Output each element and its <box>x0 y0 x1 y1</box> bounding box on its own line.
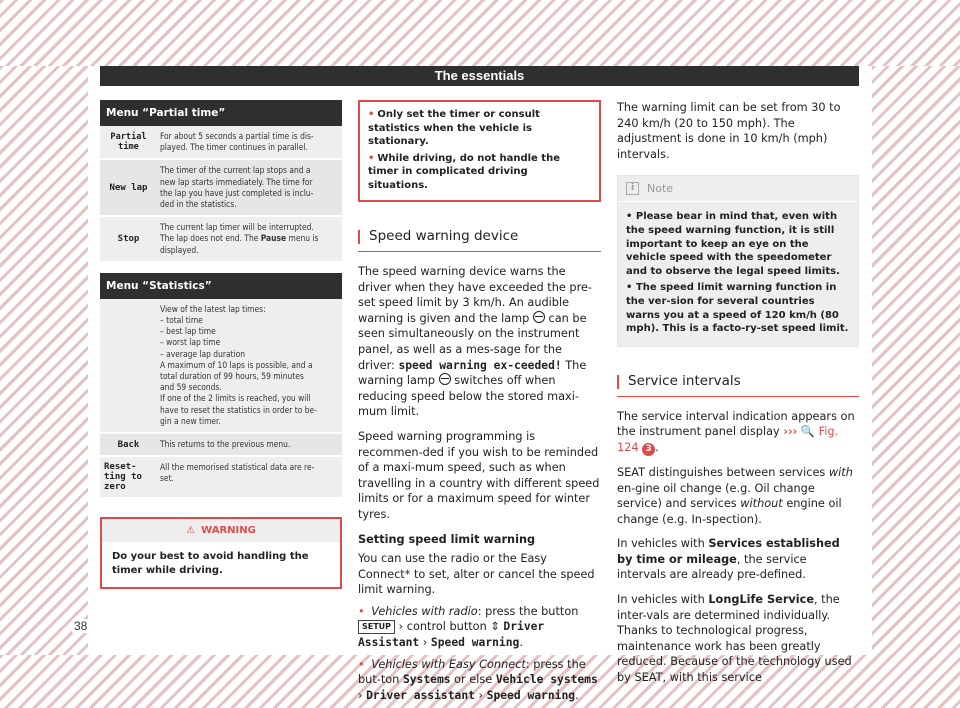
table-key <box>100 299 156 432</box>
column-2 <box>358 100 601 703</box>
table-row <box>100 434 342 457</box>
list-item: • Only set the timer or consult statistics when the vehicle is stationary. <box>368 109 540 147</box>
page-header: The essentials <box>100 66 859 86</box>
page-number: 38 <box>74 619 88 633</box>
table-value: View of the latest lap times: – total time – best lap time – worst lap time – average lap duration A maximum of 10 laps is possible, and a total duration of 99 hours, 59 minutes and 59 seconds. If one of the 2 limits is reached, you will have to reset the statistics in order to be- gin a new timer. <box>160 303 317 426</box>
setup-key: SETUP <box>358 620 395 634</box>
note-box <box>617 175 859 346</box>
page-border-right <box>872 66 960 655</box>
table-statistics-title: Menu “Statistics” <box>100 273 342 299</box>
table-value: All the memorised statistical data are re- set. <box>160 462 315 484</box>
table-value: This returns to the previous menu. <box>160 439 291 450</box>
table-row <box>100 457 342 499</box>
warning-text: Do your best to avoid handling the timer while driving. <box>112 551 309 576</box>
column-3 <box>617 100 859 686</box>
figure-callout: 3 <box>642 443 655 456</box>
table-key: Reset- ting to zero <box>104 462 142 493</box>
table-row <box>100 160 342 217</box>
table-partial-time-title: Menu “Partial time” <box>100 100 342 126</box>
paragraph: The service interval indication appears on the instrument panel display ››› 🔍 Fig. 124 3 . <box>617 409 855 454</box>
warning-triangle-icon: ⚠ <box>186 525 196 537</box>
list-item: • Vehicles with radio: press the button SETUP › control button ⇕ Driver Assistant › Speed warning. <box>358 604 579 650</box>
paragraph: The speed warning device warns the driver when they have exceeded the pre-set speed limit by 3 km/h. An audible warning is given and the lamp can be seen simultaneously on the instrument panel, as well as a mes-sage for the driver: speed warning ex-ceeded! The warning lamp switches off when reducing speed below the stored maxi-mum limit. <box>358 265 593 419</box>
table-row <box>100 126 342 160</box>
figure-icon: 🔍 <box>800 425 815 439</box>
paragraph: You can use the radio or the Easy Connect* to set, alter or cancel the speed limit warning. <box>358 552 595 597</box>
table-row <box>100 217 342 263</box>
paragraph: In vehicles with LongLife Service, the inter-vals are determined individually. Thanks to technological progress, maintenance work has been greatly reduced. Because of the technology used by SEAT, with this service <box>617 593 852 685</box>
paragraph: SEAT distinguishes between services with en-gine oil change (e.g. Oil change service) and services without engine oil change (e.g. In-spection). <box>617 465 853 526</box>
sub-heading: Setting speed limit warning <box>358 532 536 546</box>
paragraph: Speed warning programming is recommen-ded if you wish to be reminded of a maxi-mum speed, such as when travelling in a country with different speed limits or for a maximum speed for winter tyres. <box>358 429 600 521</box>
list-item: • While driving, do not handle the timer in complicated driving situations. <box>368 152 560 191</box>
column-1 <box>100 100 342 589</box>
table-value: The timer of the current lap stops and a new lap starts immediately. The time for the lap you have just completed is inclu- ded in the statistics. <box>160 165 314 210</box>
list-item: • Please bear in mind that, even with the speed warning function, it is still important to keep an eye on the vehicle speed with the speedometer and to observe the legal speed limits. <box>626 211 840 277</box>
list-item: • The speed limit warning function in the ver-sion for several countries warns you at a speed of 120 km/h (80 mph). This is a facto-ry-set speed limit. <box>626 282 849 335</box>
paragraph: The warning limit can be set from 30 to 240 km/h (20 to 150 mph). The adjustment is done in 10 km/h (mph) intervals. <box>617 101 841 161</box>
page-border-left <box>0 66 88 655</box>
table-key: Back <box>117 439 140 450</box>
warning-box <box>100 517 342 589</box>
section-title-speed-warning: Speed warning device <box>358 228 601 252</box>
info-icon: i <box>626 182 639 195</box>
table-value: The current lap timer will be interrupted. The lap does not end. The Pause menu is displayed. <box>160 222 319 255</box>
note-header <box>618 176 858 202</box>
table-key: New lap <box>109 182 148 193</box>
up-down-arrows-icon: ⇕ <box>490 620 500 634</box>
warning-continued-box <box>358 100 601 202</box>
section-title-service-intervals: Service intervals <box>617 373 859 397</box>
table-row <box>100 299 342 434</box>
speed-warning-lamp-icon <box>533 311 545 323</box>
table-key: Partial time <box>110 132 147 153</box>
paragraph: In vehicles with Services established by time or mileage, the service intervals are already pre-defined. <box>617 537 840 582</box>
warning-label: WARNING <box>201 525 256 537</box>
figure-link[interactable]: Fig. 124 <box>617 425 839 454</box>
list-item: • Vehicles with Easy Connect: press the but-ton Systems or else Vehicle systems › Driver assistant › Speed warning. <box>358 657 598 702</box>
warning-header <box>102 519 340 542</box>
table-value: For about 5 seconds a partial time is dis- played. The timer continues in parallel. <box>160 131 314 153</box>
note-label: Note <box>647 182 674 196</box>
page-border-top <box>0 0 960 66</box>
table-key: Stop <box>117 234 140 245</box>
cross-reference-arrows: ››› <box>783 425 798 439</box>
speed-warning-lamp-icon <box>439 373 451 385</box>
